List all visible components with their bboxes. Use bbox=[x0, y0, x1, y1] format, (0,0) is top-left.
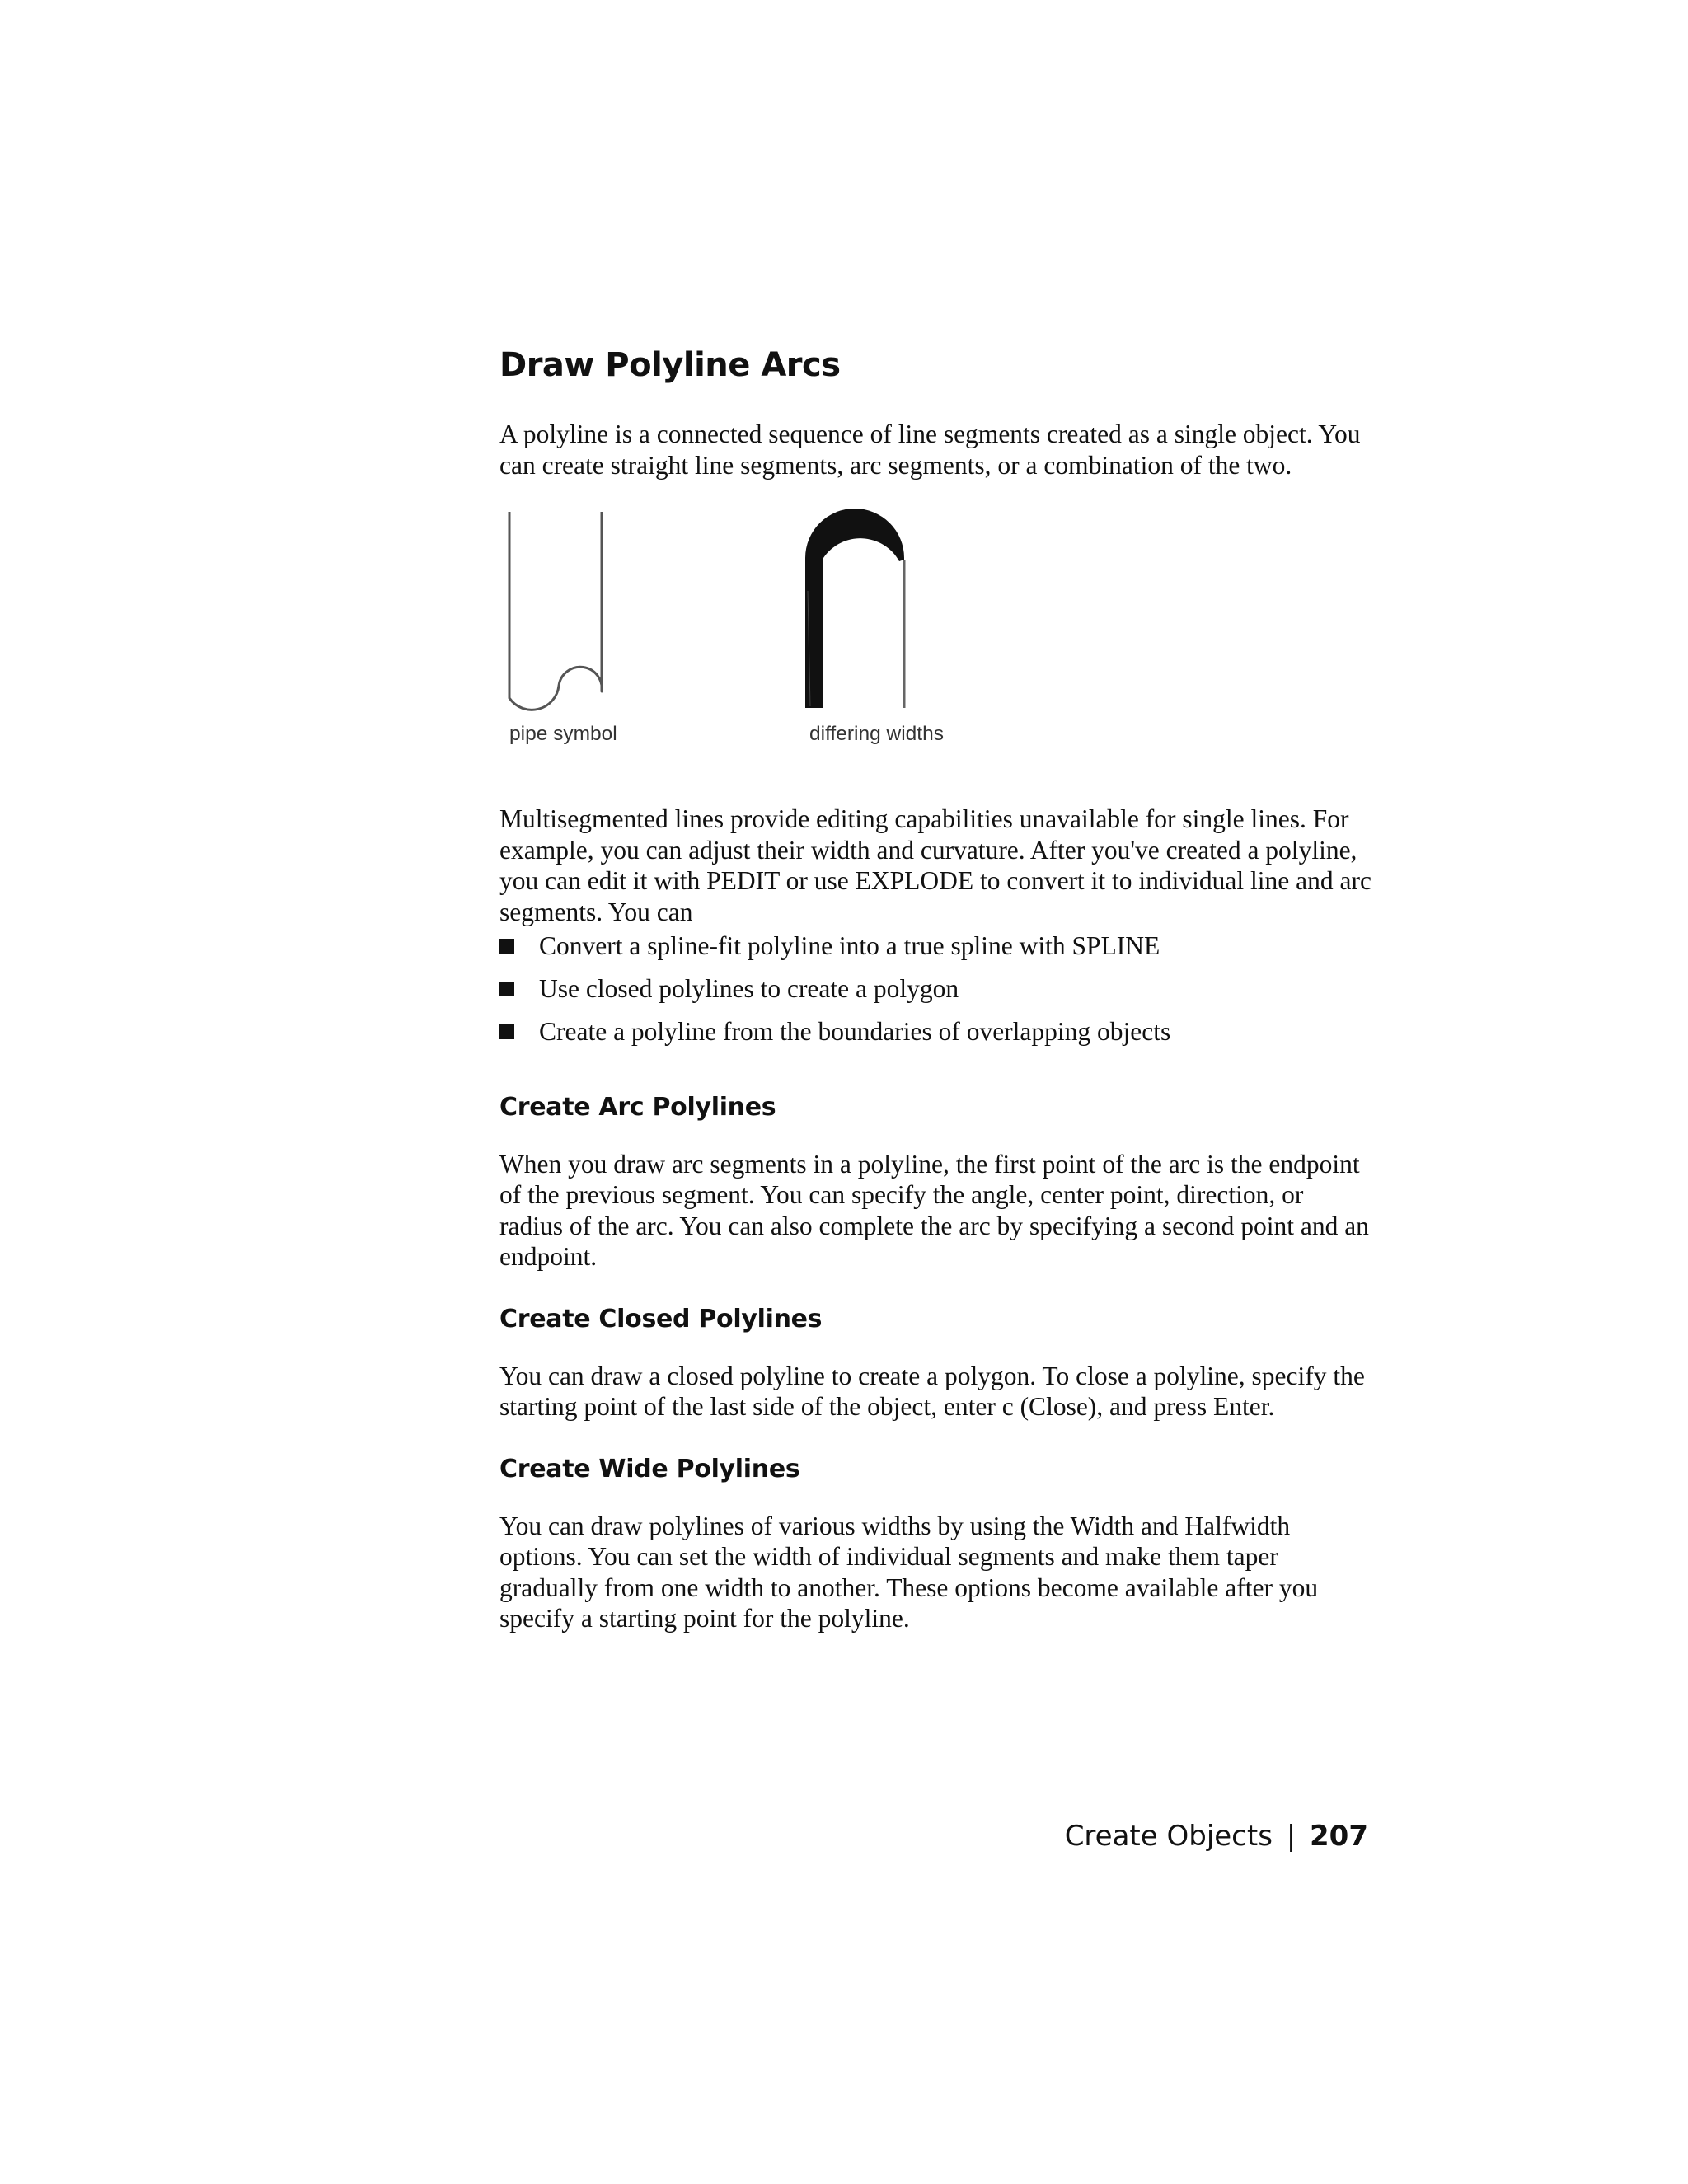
section-text-wide-polylines: You can draw polylines of various widths by using the Width and Halfwidth options. You can set the width of individual segments and make them taper gradually from one width to another. These options become available after you specify a starting point for the polyline. bbox=[499, 1511, 1319, 1633]
caption-pipe-symbol: pipe symbol bbox=[509, 723, 617, 745]
square-bullet-icon bbox=[499, 1024, 514, 1039]
section-text-closed-polylines: You can draw a closed polyline to create a polygon. To close a polyline, specify the starting point of the last side of the object, enter c (Close), and press Enter. bbox=[499, 1361, 1365, 1421]
list-item-text: Create a polyline from the boundaries of overlapping objects bbox=[539, 1017, 1171, 1046]
section-heading-wide-polylines: Create Wide Polylines bbox=[499, 1454, 800, 1483]
intro-paragraph: A polyline is a connected sequence of line segments created as a single object. You can create straight line segments, arc segments, or a combination of the two. bbox=[499, 419, 1361, 480]
page-footer bbox=[1065, 1820, 1368, 1853]
list-item bbox=[499, 1016, 1373, 1047]
section-heading-closed-polylines: Create Closed Polylines bbox=[499, 1304, 823, 1333]
list-item bbox=[499, 930, 1373, 962]
page-title: Draw Polyline Arcs bbox=[499, 346, 841, 384]
polyline-figure bbox=[499, 509, 1373, 766]
differing-widths-drawing bbox=[801, 509, 917, 715]
list-item bbox=[499, 973, 1373, 1005]
footer-separator: | bbox=[1286, 1820, 1296, 1853]
bullet-list bbox=[499, 930, 1373, 1047]
square-bullet-icon bbox=[499, 939, 514, 954]
page-content bbox=[499, 344, 1373, 1634]
list-item-text: Use closed polylines to create a polygon bbox=[539, 974, 959, 1003]
pipe-symbol-drawing bbox=[499, 509, 615, 715]
body-paragraph: Multisegmented lines provide editing capabilities unavailable for single lines. For example, you can adjust their width and curvature. After you've created a polyline, you can edit it with PEDIT or use EXPLODE to convert it to individual line and arc segments. You can bbox=[499, 804, 1372, 926]
square-bullet-icon bbox=[499, 982, 514, 996]
section-heading-arc-polylines: Create Arc Polylines bbox=[499, 1092, 776, 1122]
list-item-text: Convert a spline-fit polyline into a true spline with SPLINE bbox=[539, 931, 1160, 960]
footer-section-name: Create Objects bbox=[1064, 1820, 1273, 1853]
section-text-arc-polylines: When you draw arc segments in a polyline, the first point of the arc is the endpoint of the previous segment. You can specify the angle, center point, direction, or radius of the arc. You can also complete the arc by specifying a second point and an endpoint. bbox=[499, 1149, 1369, 1271]
page-number: 207 bbox=[1310, 1820, 1368, 1853]
caption-differing-widths: differing widths bbox=[809, 723, 944, 745]
